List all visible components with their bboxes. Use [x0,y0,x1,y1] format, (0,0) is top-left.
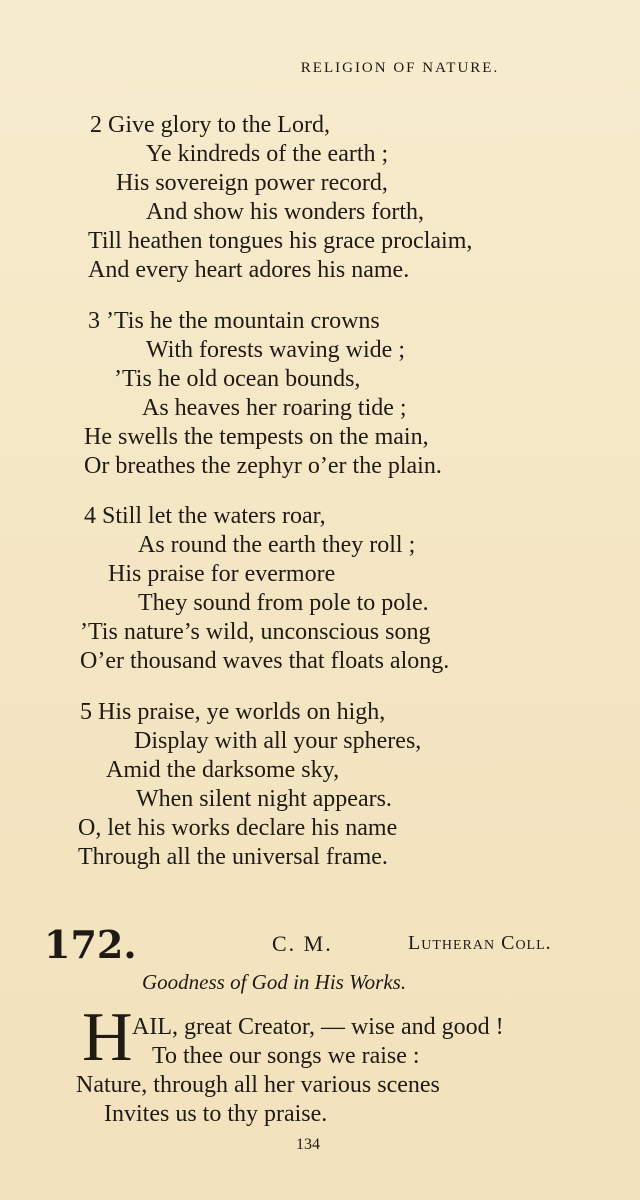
verse-line: And every heart adores his name. [88,257,410,283]
running-head: RELIGION OF NATURE. [300,60,500,76]
hymn-title: Goodness of God in His Works. [142,970,407,994]
verse-line: They sound from pole to pole. [138,590,429,616]
verse-line: 4 Still let the waters roar, [84,503,326,529]
verse-line: As heaves her roaring tide ; [142,395,407,421]
verse-line: Through all the universal frame. [78,844,388,870]
verse-line: 5 His praise, ye worlds on high, [80,699,386,725]
verse-line: Amid the darksome sky, [106,757,340,783]
stanza-4 [0,502,640,676]
stanza-3 [0,307,640,481]
hymn-meter: C. M. [272,931,333,956]
verse-line: O, let his works declare his name [78,815,398,841]
stanza-5 [0,698,640,872]
verse-line: As round the earth they roll ; [138,532,416,558]
verse-line: Ye kindreds of the earth ; [146,141,389,167]
verse-line: AIL, great Creator, — wise and good ! [132,1014,504,1040]
drop-cap: H [82,999,133,1076]
verse-line: When silent night appears. [136,786,392,812]
verse-line: His praise for evermore [108,561,336,587]
verse-line: Display with all your spheres, [134,728,422,754]
verse-line: ’Tis he old ocean bounds, [114,366,361,392]
verse-line: And show his wonders forth, [146,199,424,225]
stanza-2 [0,111,640,285]
verse-line: His sovereign power record, [116,170,388,196]
hymn-172-stanza-1 [0,1013,640,1129]
verse-line: Or breathes the zephyr o’er the plain. [84,453,442,479]
verse-line: He swells the tempests on the main, [84,424,429,450]
verse-line: ’Tis nature’s wild, unconscious song [80,619,431,645]
verse-line: To thee our songs we raise : [152,1043,420,1069]
hymn-number: 172. [44,922,137,967]
verse-line: With forests waving wide ; [146,337,405,363]
verse-line: Nature, through all her various scenes [76,1072,440,1098]
verse-line: Invites us to thy praise. [104,1101,328,1127]
verse-line: 2 Give glory to the Lord, [90,112,330,138]
verse-line: Till heathen tongues his grace proclaim, [88,228,473,254]
hymn-tune: Lutheran Coll. [408,932,552,954]
page-number: 134 [296,1136,320,1153]
verse-line: O’er thousand waves that floats along. [80,648,450,674]
verse-line: 3 ’Tis he the mountain crowns [88,308,380,334]
